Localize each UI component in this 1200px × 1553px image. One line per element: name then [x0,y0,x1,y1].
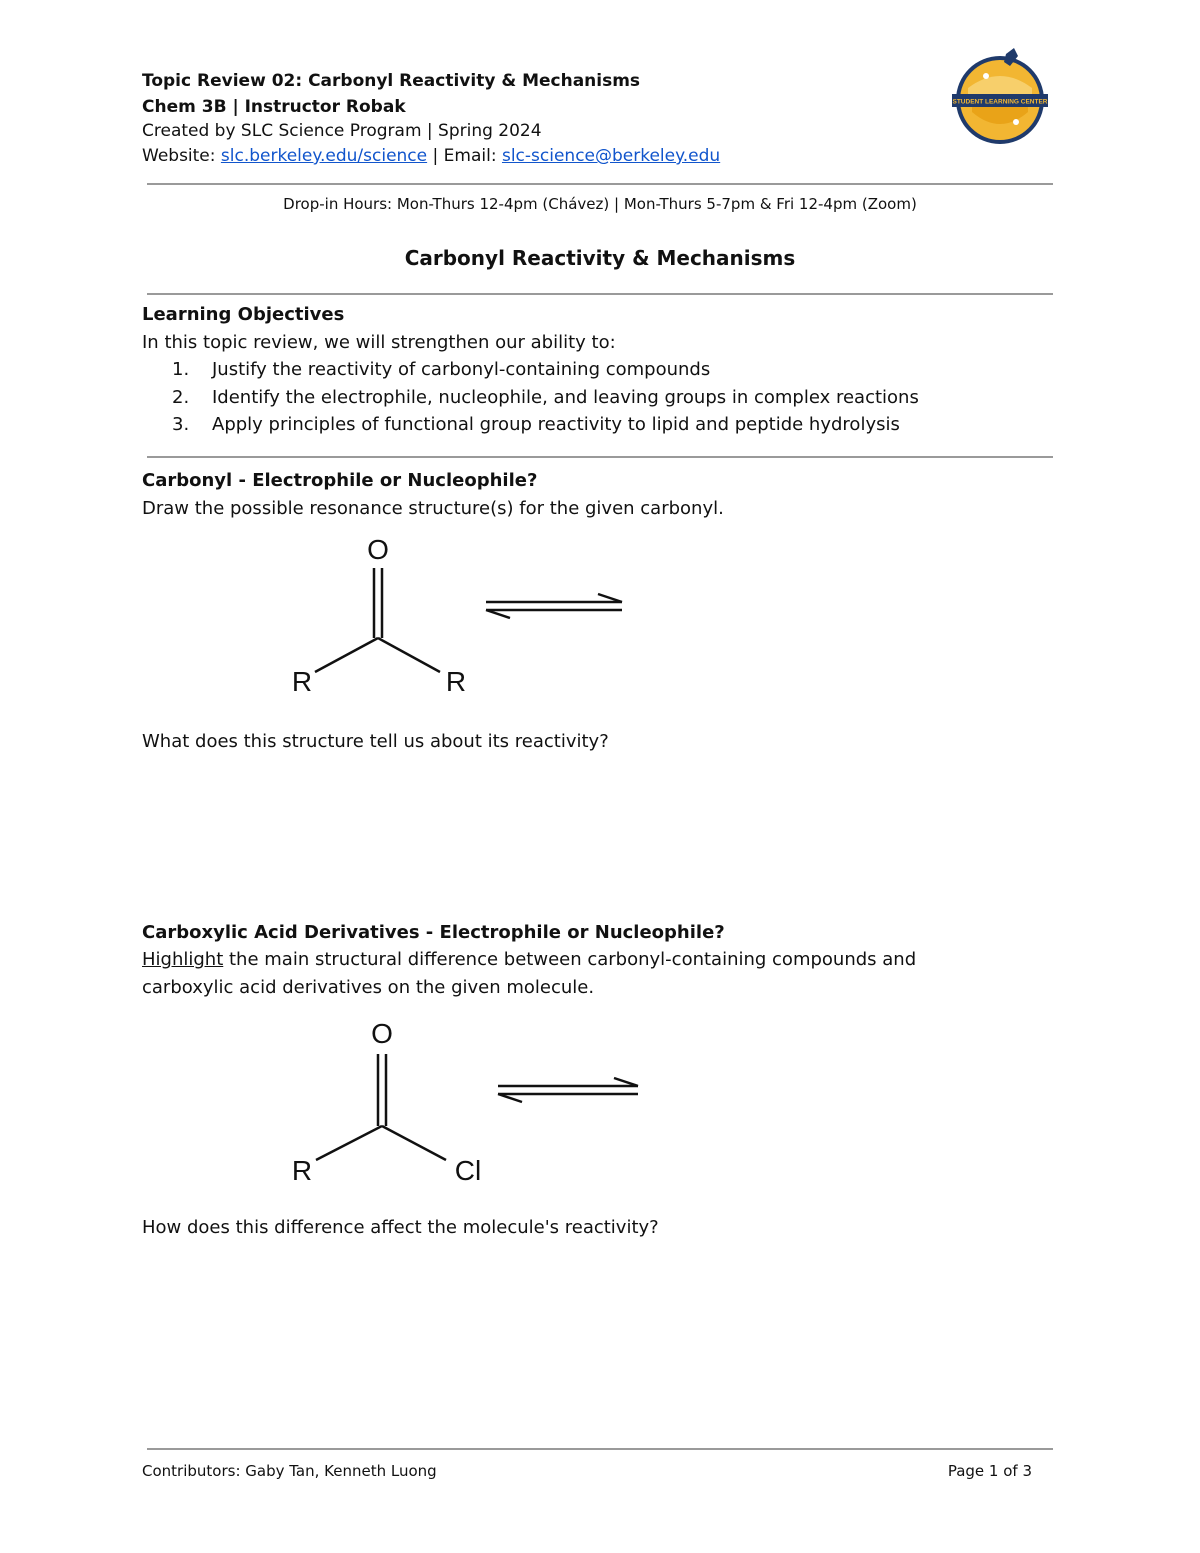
list-number: 1. [172,359,190,380]
contributors: Contributors: Gaby Tan, Kenneth Luong [142,1462,437,1480]
chlorine-label: Cl [454,1155,482,1186]
ketone-structure [280,530,640,700]
website-label: Website: [142,146,216,166]
acyl-chloride-structure [280,1012,660,1192]
email-label: | Email: [432,146,497,166]
section2-heading: Carboxylic Acid Derivatives - Electrophile or Nucleophile? [142,922,725,943]
section2-question: How does this difference affect the molecule's reactivity? [142,1217,659,1238]
equilibrium-arrow [498,1078,638,1102]
list-text: Apply principles of functional group reactivity to lipid and peptide hydrolysis [212,414,900,435]
website-link[interactable]: slc.berkeley.edu/science [220,146,428,166]
logo-text: STUDENT LEARNING CENTER [952,98,1048,106]
equilibrium-arrow [486,594,622,618]
list-item [172,411,900,439]
dropin-hours: Drop-in Hours: Mon-Thurs 12-4pm (Chávez) | Mon-Thurs 5-7pm & Fri 12-4pm (Zoom) [283,195,917,213]
section1-instruction: Draw the possible resonance structure(s) for the given carbonyl. [142,498,724,519]
r-group-left: R [291,1155,313,1186]
r-group-right: R [445,666,467,697]
list-item [172,356,710,384]
section1-question: What does this structure tell us about its reactivity? [142,731,609,752]
objectives-divider [147,456,1053,458]
section1-heading: Carbonyl - Electrophile or Nucleophile? [142,470,538,491]
instruction-rest: the main structural difference between carbonyl-containing compounds and [223,949,917,970]
main-title: Carbonyl Reactivity & Mechanisms [404,246,796,270]
contact-line [142,143,720,169]
created-line: Created by SLC Science Program | Spring 2024 [142,121,542,141]
oxygen-label: O [367,534,389,565]
list-text: Identify the electrophile, nucleophile, and leaving groups in complex reactions [212,387,919,408]
email-link[interactable]: slc-science@berkeley.edu [501,146,721,166]
objectives-intro: In this topic review, we will strengthen our ability to: [142,332,616,353]
slc-logo [948,44,1052,148]
list-text: Justify the reactivity of carbonyl-containing compounds [212,359,711,380]
highlight-word: Highlight [142,949,224,970]
objectives-heading: Learning Objectives [142,304,345,325]
oxygen-label: O [371,1018,393,1049]
list-number: 3. [172,414,190,435]
list-item [172,384,919,412]
r-group-left: R [291,666,313,697]
title-divider [147,293,1053,295]
list-number: 2. [172,387,190,408]
section2-instruction-line2: carboxylic acid derivatives on the given molecule. [142,977,595,998]
section2-instruction [142,946,916,974]
header-divider [147,183,1053,185]
document-title: Topic Review 02: Carbonyl Reactivity & Mechanisms [142,71,641,91]
page-number: Page 1 of 3 [947,1462,1032,1480]
footer-divider [147,1448,1053,1450]
course-line: Chem 3B | Instructor Robak [142,97,406,117]
